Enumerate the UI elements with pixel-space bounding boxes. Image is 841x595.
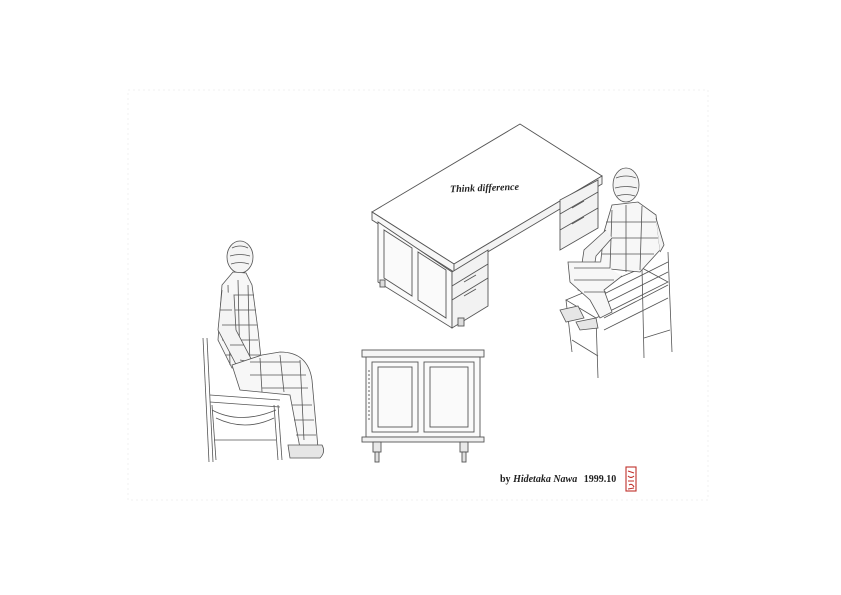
red-seal-stamp-icon	[626, 467, 636, 491]
signature-name: Hidetaka Nawa	[513, 474, 578, 485]
desk-front-view	[362, 350, 484, 462]
signature	[500, 474, 616, 485]
seated-man-side-view	[203, 241, 324, 462]
signature-date: 1999.10	[583, 474, 617, 485]
signature-by: by	[500, 474, 511, 485]
man2-head	[613, 168, 639, 202]
man-shoe	[288, 445, 324, 458]
desk-isometric	[372, 124, 602, 328]
desk-inscription: Think difference	[449, 181, 520, 196]
